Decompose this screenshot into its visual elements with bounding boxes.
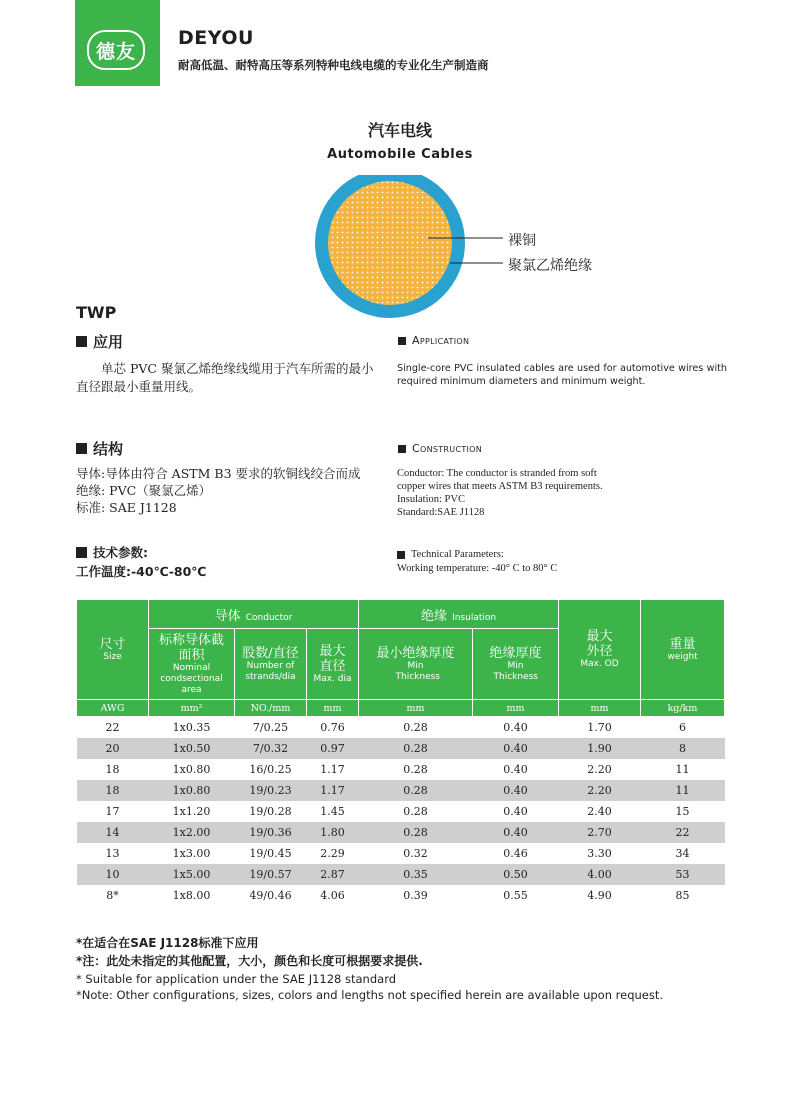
unit-insulation-thickness: mm <box>473 700 559 717</box>
unit-strands: NO./mm <box>235 700 307 717</box>
note-other-config-en: *Note: Other configurations, sizes, colors and lengths not specified herein are available upon request. <box>76 988 664 1002</box>
brand-logo: 德友 <box>87 30 145 70</box>
table-row: 20 1x0.50 7/0.32 0.97 0.28 0.40 1.90 8 <box>77 738 725 759</box>
brand-tagline: 耐高低温、耐特高压等系列特种电线电缆的专业化生产制造商 <box>178 58 489 72</box>
unit-area: mm² <box>149 700 235 717</box>
table-row: 17 1x1.20 19/0.28 1.45 0.28 0.40 2.40 15 <box>105 804 690 818</box>
col-header-max-od: 最大外径 Max. OD <box>559 600 641 700</box>
col-group-conductor: 导体 Conductor <box>149 600 359 629</box>
table-row: 18 1x0.80 16/0.25 1.17 0.28 0.40 2.20 11 <box>105 762 690 776</box>
square-bullet-icon <box>397 551 405 559</box>
square-bullet-icon <box>76 547 87 558</box>
specification-table <box>76 599 725 906</box>
technical-heading-en: Technical Parameters: <box>397 548 504 561</box>
brand-name: DEYOU <box>178 27 254 49</box>
table-row: 8* 1x8.00 49/0.46 4.06 0.39 0.55 4.90 85 <box>106 888 690 902</box>
note-suitable-cn: *在适合在SAE J1128标准下应用 <box>76 936 259 950</box>
table-row: 18 1x0.80 19/0.23 1.17 0.28 0.40 2.20 11 <box>77 780 725 801</box>
application-text-en: Single-core PVC insulated cables are used for automotive wires with required minimum diameters and minimum weight. <box>397 363 727 387</box>
construction-text-en: Conductor: The conductor is stranded from soft copper wires that meets ASTM B3 requirements. Insulation: PVC Standard:SAE J1128 <box>397 468 603 518</box>
table-row: 14 1x2.00 19/0.36 1.80 0.28 0.40 2.70 22 <box>77 822 725 843</box>
square-bullet-icon <box>76 443 87 454</box>
working-temperature-cn: 工作温度:-40℃-80℃ <box>76 564 207 579</box>
square-bullet-icon <box>398 445 406 453</box>
col-header-nominal-area: 标称导体截面积 Nominal condsectional area <box>149 629 235 700</box>
col-header-size: 尺寸 Size <box>77 600 149 700</box>
insulation-label: 聚氯乙烯绝缘 <box>508 258 592 274</box>
cable-cross-section-diagram <box>300 175 610 325</box>
table-row: 13 1x3.00 19/0.45 2.29 0.32 0.46 3.30 34 <box>105 846 690 860</box>
unit-max-od: mm <box>559 700 641 717</box>
col-header-min-insulation: 最小绝缘厚度 Min Thickness <box>359 629 473 700</box>
technical-heading-cn: 技术参数: <box>76 543 148 561</box>
unit-max-dia: mm <box>307 700 359 717</box>
note-other-config-cn: *注：此处未指定的其他配置，大小，颜色和长度可根据要求提供. <box>76 954 423 968</box>
col-header-weight: 重量 weight <box>641 600 725 700</box>
product-title-cn: 汽车电线 <box>367 121 432 140</box>
model-name: TWP <box>76 303 117 322</box>
construction-heading-cn: 结构 <box>76 438 123 459</box>
construction-heading-en: Construction <box>398 442 482 455</box>
product-title-en: Automobile Cables <box>327 147 473 162</box>
col-header-strands: 股数/直径 Number of strands/dia <box>235 629 307 700</box>
square-bullet-icon <box>76 336 87 347</box>
col-header-insulation-thickness: 绝缘厚度 Min Thickness <box>473 629 559 700</box>
working-temperature-en: Working temperature: -40° C to 80° C <box>397 563 558 574</box>
unit-awg: AWG <box>77 700 149 717</box>
application-heading-en: Application <box>398 334 469 347</box>
conductor-label: 裸铜 <box>508 233 536 249</box>
unit-min-insulation: mm <box>359 700 473 717</box>
square-bullet-icon <box>398 337 406 345</box>
note-suitable-en: * Suitable for application under the SAE J1128 standard <box>76 972 397 986</box>
application-heading-cn: 应用 <box>76 331 123 352</box>
col-group-insulation: 绝缘 Insulation <box>359 600 559 629</box>
col-header-max-dia: 最大直径 Max. dia <box>307 629 359 700</box>
table-row: 10 1x5.00 19/0.57 2.87 0.35 0.50 4.00 53 <box>77 864 725 885</box>
table-row: 22 1x0.35 7/0.25 0.76 0.28 0.40 1.70 6 <box>105 720 687 734</box>
application-text-cn: 单芯 PVC 聚氯乙烯绝缘线缆用于汽车所需的最小直径跟最小重量用线。 <box>76 361 374 394</box>
construction-text-cn: 导体:导体由符合 ASTM B3 要求的软铜线绞合而成 绝缘: PVC（聚氯乙烯） 标准: SAE J1128 <box>76 466 361 515</box>
unit-weight: kg/km <box>641 700 725 717</box>
